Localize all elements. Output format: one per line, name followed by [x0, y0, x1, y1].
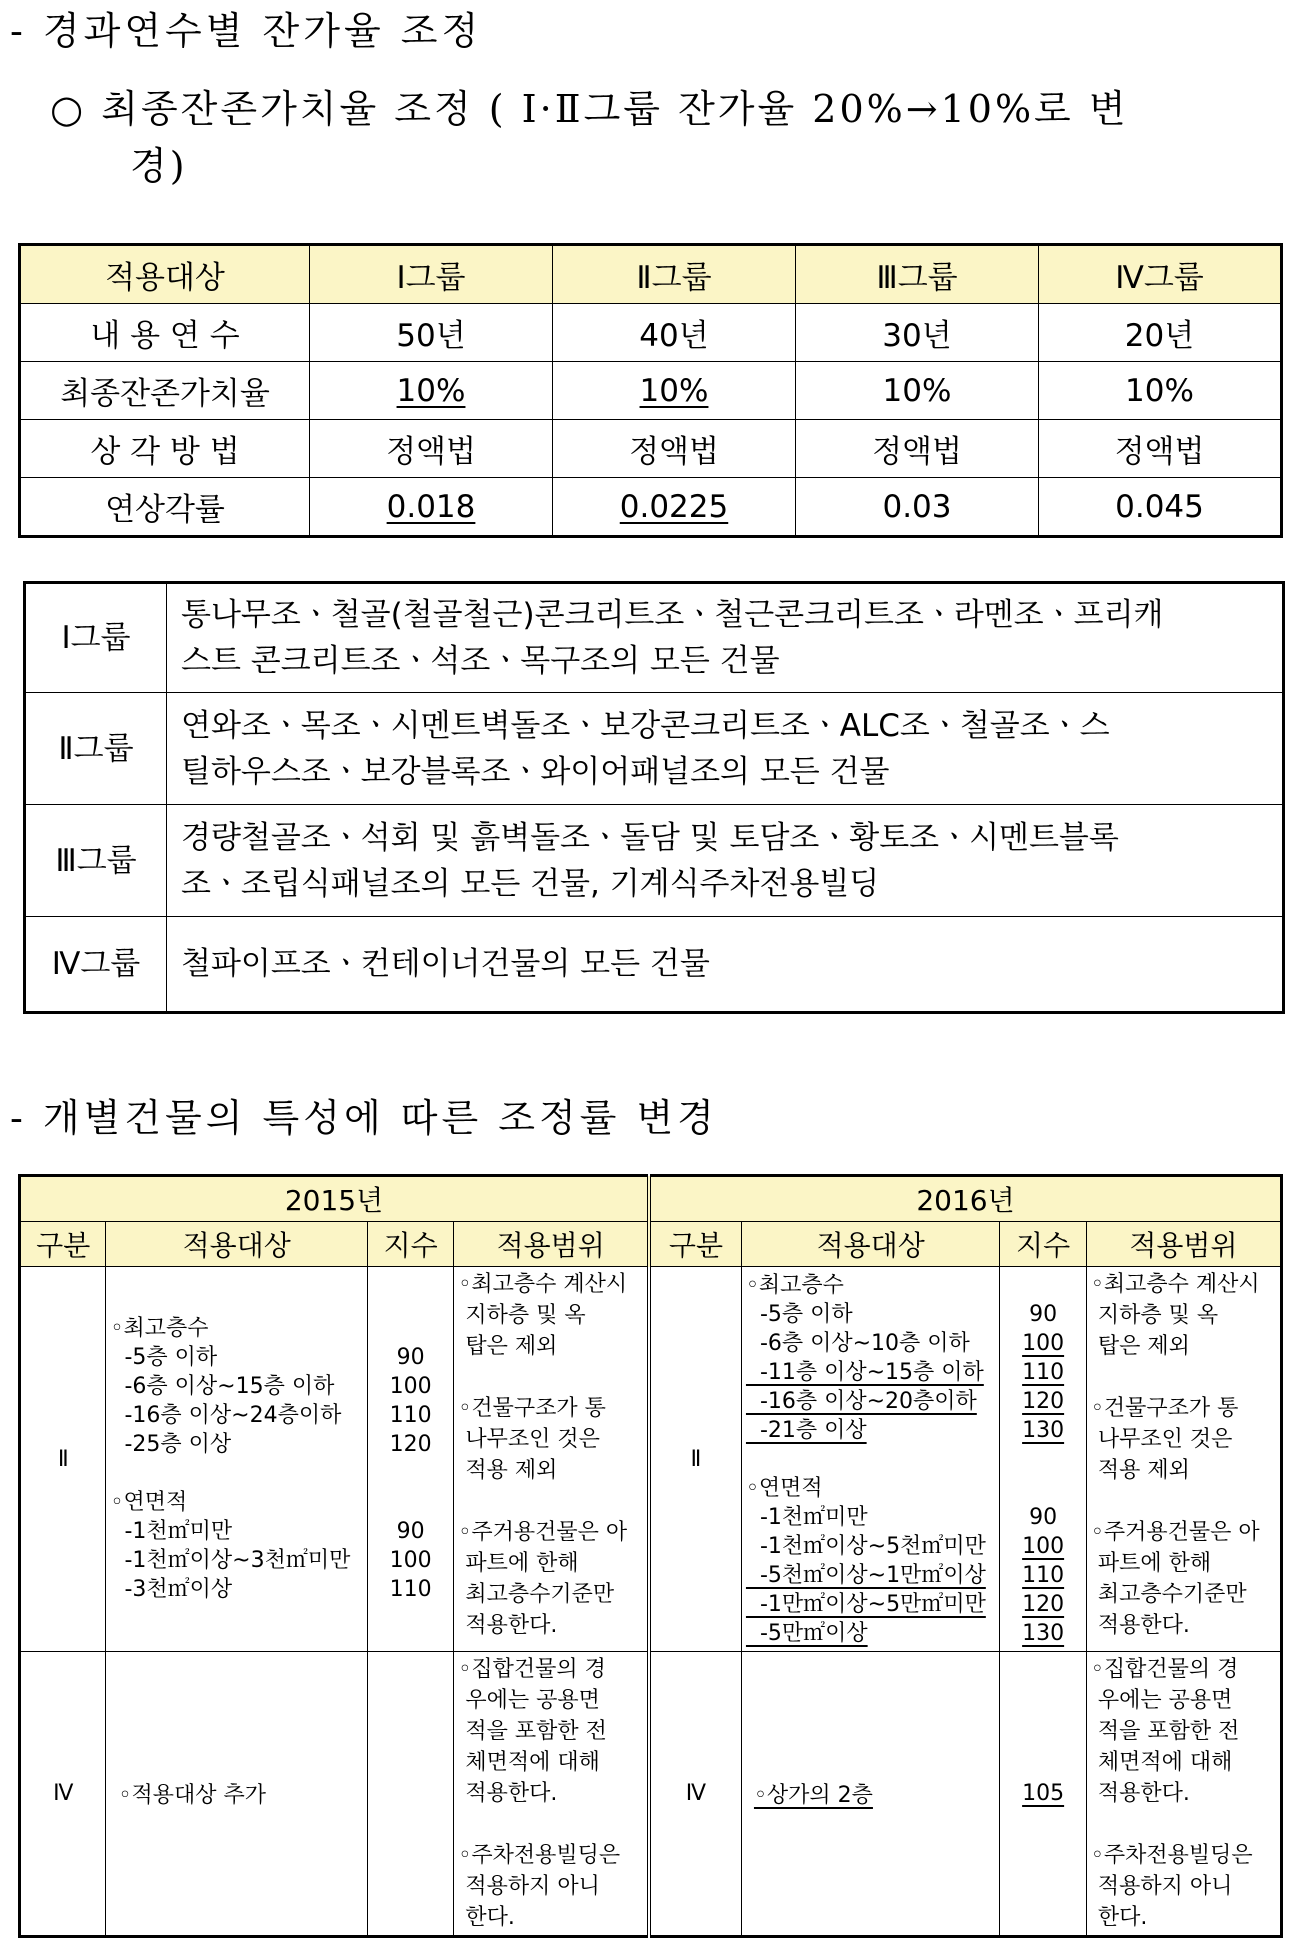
row-label: 최종잔존가치율: [20, 362, 310, 420]
index-value: 110: [1022, 1359, 1065, 1385]
row-label: 연상각률: [20, 478, 310, 537]
scope-line: 한다.: [458, 1905, 515, 1930]
subheading-final-residual-line2: 경): [130, 144, 188, 188]
scope-line: ◦집합건물의 경: [1090, 1657, 1239, 1682]
scope-line: ◦주거용건물은 아: [1090, 1520, 1260, 1545]
target-2015: ◦적용대상 추가: [106, 1652, 367, 1937]
group-description: [167, 583, 1284, 693]
index-text: 105: [1022, 1781, 1065, 1806]
scope-line: 탑은 제외: [1090, 1334, 1190, 1359]
target-line: -5층 이하: [110, 1345, 218, 1370]
scope-2016: [1086, 1267, 1281, 1652]
scope-line: 체면적에 대해: [458, 1750, 600, 1775]
target-line: ◦연면적: [110, 1490, 188, 1515]
target-line: -5천㎡이상~1만㎡이상: [745, 1562, 986, 1588]
scope-line: 우에는 공용면: [1090, 1688, 1233, 1713]
scope-line: 적용 제외: [458, 1458, 558, 1483]
index-value: 90: [396, 1519, 425, 1544]
group-label: Ⅳ: [20, 1652, 106, 1937]
scope-line: 최고층수기준만: [458, 1582, 615, 1607]
scope-line: ◦주차전용빌딩은: [1090, 1843, 1253, 1868]
index-2015: [367, 1652, 453, 1937]
group-description: [167, 805, 1284, 917]
column-header-row: [20, 1222, 1282, 1267]
scope-line: ◦최고층수 계산시: [458, 1272, 628, 1297]
target-line: ◦최고층수: [745, 1272, 844, 1298]
scope-line: 파트에 한해: [1090, 1551, 1212, 1576]
index-value: 110: [1022, 1562, 1065, 1588]
scope-line: 한다.: [1090, 1905, 1148, 1930]
table-cell: [553, 478, 796, 537]
group-label: Ⅱ: [20, 1267, 106, 1652]
index-value: [1004, 1474, 1081, 1503]
scope-line: [1091, 1486, 1276, 1517]
index-value: [372, 1459, 449, 1488]
group-description: [167, 917, 1284, 1013]
scope-line: 지하층 및 옥: [1090, 1303, 1219, 1328]
header-cell: 구분: [20, 1222, 106, 1267]
scope-2016-iv: [1086, 1652, 1281, 1937]
table-header-row: [20, 245, 1282, 304]
table-cell: 0.03: [796, 478, 1039, 537]
cell-text: 0.018: [386, 488, 476, 525]
index-list-2015: [367, 1267, 453, 1652]
group-label: Ⅲ그룹: [25, 805, 167, 917]
index-value: 100: [1022, 1330, 1065, 1356]
header-cell: 지수: [1000, 1222, 1086, 1267]
header-cell: Ⅱ그룹: [553, 245, 796, 304]
table-cell: 10%: [796, 362, 1039, 420]
scope-line: 적을 포함한 전: [1090, 1719, 1240, 1744]
scope-line: ◦건물구조가 통: [458, 1396, 606, 1421]
index-value: 130: [1022, 1417, 1065, 1443]
index-value: 120: [1022, 1591, 1065, 1617]
group-label: Ⅱ그룹: [25, 693, 167, 805]
cell-text: 10%: [639, 372, 709, 409]
scope-2015-iv: [454, 1652, 649, 1937]
year-2015-header: 2015년: [20, 1176, 649, 1222]
group-label: Ⅳ그룹: [25, 917, 167, 1013]
table-cell: 정액법: [310, 420, 553, 478]
target-line: -1천㎡이상~3천㎡미만: [110, 1548, 351, 1573]
index-value: 90: [1029, 1301, 1058, 1327]
target-line: -1천㎡미만: [745, 1504, 868, 1530]
index-list-2016: [1000, 1267, 1086, 1652]
header-cell: 적용범위: [1086, 1222, 1281, 1267]
scope-line: 나무조인 것은: [458, 1427, 600, 1452]
index-value: 120: [1022, 1388, 1065, 1414]
index-value: 90: [1029, 1504, 1058, 1530]
header-cell: Ⅰ그룹: [310, 245, 553, 304]
description-line: 연와조ㆍ목조ㆍ시멘트벽돌조ㆍ보강콘크리트조ㆍALC조ㆍ철골조ㆍ스: [181, 707, 1110, 744]
adjustment-rate-table: [18, 1174, 1283, 1938]
target-list-2015: [106, 1267, 367, 1652]
scope-line: 적용하지 아니: [1090, 1874, 1233, 1899]
scope-line: [458, 1809, 643, 1840]
target-line: -16층 이상~20층이하: [745, 1388, 977, 1414]
description-line: 경량철골조ㆍ석회 및 흙벽돌조ㆍ돌담 및 토담조ㆍ황토조ㆍ시멘트블록: [181, 819, 1119, 856]
cell-text: 10%: [396, 372, 466, 409]
index-value: 90: [396, 1345, 425, 1370]
scope-line: 적용한다.: [1090, 1613, 1190, 1638]
scope-line: 지하층 및 옥: [458, 1303, 586, 1328]
target-line: -11층 이상~15층 이하: [745, 1359, 984, 1385]
scope-line: [1091, 1809, 1276, 1840]
target-line: -6층 이상~10층 이하: [745, 1330, 970, 1356]
heading-adjustment-rate: - 개별건물의 특성에 따른 조정률 변경: [10, 1096, 718, 1140]
table-cell: 0.045: [1039, 478, 1282, 537]
header-cell: Ⅲ그룹: [796, 245, 1039, 304]
scope-line: ◦최고층수 계산시: [1090, 1272, 1260, 1297]
row-label: 상 각 방 법: [20, 420, 310, 478]
row-label: 내 용 연 수: [20, 304, 310, 362]
scope-line: ◦주거용건물은 아: [458, 1520, 628, 1545]
residual-rate-table: [18, 243, 1283, 538]
target-line: ◦최고층수: [110, 1316, 209, 1341]
table-row: [20, 478, 1282, 537]
index-value: 100: [389, 1548, 432, 1573]
scope-line: ◦건물구조가 통: [1090, 1396, 1239, 1421]
header-cell: 적용대상: [20, 245, 310, 304]
header-cell: 적용대상: [741, 1222, 999, 1267]
table-cell: [310, 362, 553, 420]
header-cell: 적용대상: [106, 1222, 367, 1267]
table-row: [20, 304, 1282, 362]
year-header-row: [20, 1176, 1282, 1222]
scope-line: [458, 1362, 643, 1393]
scope-2015: [454, 1267, 649, 1652]
description-line: 철파이프조ㆍ컨테이너건물의 모든 건물: [181, 946, 710, 982]
table-cell: 정액법: [1039, 420, 1282, 478]
table-cell: [310, 478, 553, 537]
group-description: [167, 693, 1284, 805]
scope-line: 파트에 한해: [458, 1551, 579, 1576]
index-value: [372, 1314, 449, 1343]
target-line: [746, 1445, 995, 1474]
header-cell: 지수: [367, 1222, 453, 1267]
target-2016: [741, 1652, 999, 1937]
table-row-group-ii: [20, 1267, 1282, 1652]
scope-line: 적용한다.: [458, 1781, 558, 1806]
table-cell: 10%: [1039, 362, 1282, 420]
table-cell: 정액법: [796, 420, 1039, 478]
scope-line: 최고층수기준만: [1090, 1582, 1247, 1607]
target-text: ◦상가의 2층: [753, 1783, 873, 1808]
cell-text: 0.0225: [619, 488, 729, 525]
scope-line: 적을 포함한 전: [458, 1719, 607, 1744]
header-cell: 적용범위: [454, 1222, 649, 1267]
target-line: ◦연면적: [745, 1475, 823, 1501]
target-line: -1만㎡이상~5만㎡미만: [745, 1591, 986, 1617]
table-row-group-iv: [20, 1652, 1282, 1937]
scope-line: [458, 1486, 643, 1517]
scope-line: 탑은 제외: [458, 1334, 558, 1359]
scope-line: 적용한다.: [1090, 1781, 1190, 1806]
header-cell: 구분: [649, 1222, 742, 1267]
table-cell: 20년: [1039, 304, 1282, 362]
index-value: 120: [389, 1432, 432, 1457]
table-cell: 40년: [553, 304, 796, 362]
group-label: Ⅱ: [649, 1267, 742, 1652]
index-value: 110: [389, 1403, 432, 1428]
target-line: -1천㎡이상~5천㎡미만: [745, 1533, 986, 1559]
target-line: -3천㎡이상: [110, 1577, 233, 1602]
index-value: [1004, 1445, 1081, 1474]
table-row: [25, 583, 1284, 693]
target-list-2016: [741, 1267, 999, 1652]
target-line: -5층 이하: [745, 1301, 853, 1327]
index-2016: [1000, 1652, 1086, 1937]
index-value: [372, 1488, 449, 1517]
table-row: [25, 917, 1284, 1013]
index-value: 110: [389, 1577, 432, 1602]
description-line: 스트 콘크리트조ㆍ석조ㆍ목구조의 모든 건물: [181, 643, 780, 679]
structure-group-table: [23, 581, 1285, 1014]
scope-line: ◦주차전용빌딩은: [458, 1843, 621, 1868]
heading-residual-rate: - 경과연수별 잔가율 조정: [10, 9, 483, 53]
scope-line: 적용한다.: [458, 1613, 558, 1638]
scope-line: 나무조인 것은: [1090, 1427, 1233, 1452]
description-line: 통나무조ㆍ철골(철골철근)콘크리트조ㆍ철근콘크리트조ㆍ라멘조ㆍ프리캐: [181, 597, 1164, 633]
index-value: [1004, 1271, 1081, 1300]
target-line: [110, 1459, 362, 1488]
scope-line: 적용 제외: [1090, 1458, 1190, 1483]
group-label: Ⅰ그룹: [25, 583, 167, 693]
table-row: [25, 805, 1284, 917]
index-value: 100: [1022, 1533, 1065, 1559]
index-value: 100: [389, 1374, 432, 1399]
year-2016-header: 2016년: [649, 1176, 1282, 1222]
target-line: -1천㎡미만: [110, 1519, 233, 1544]
header-cell: Ⅳ그룹: [1039, 245, 1282, 304]
table-cell: 30년: [796, 304, 1039, 362]
scope-line: ◦집합건물의 경: [458, 1657, 606, 1682]
target-line: -16층 이상~24층이하: [110, 1403, 342, 1428]
subheading-final-residual-line1: ○ 최종잔존가치율 조정 ( Ⅰ·Ⅱ그룹 잔가율 20%→10%로 변: [50, 87, 1129, 131]
target-line: -25층 이상: [110, 1432, 232, 1457]
scope-line: 체면적에 대해: [1090, 1750, 1233, 1775]
target-line: -6층 이상~15층 이하: [110, 1374, 335, 1399]
table-row: [25, 693, 1284, 805]
description-line: 틸하우스조ㆍ보강블록조ㆍ와이어패널조의 모든 건물: [181, 753, 890, 790]
scope-line: [1091, 1362, 1276, 1393]
table-cell: 정액법: [553, 420, 796, 478]
target-line: -5만㎡이상: [745, 1620, 868, 1646]
group-label: Ⅳ: [649, 1652, 742, 1937]
index-value: 130: [1022, 1620, 1065, 1646]
table-row: [20, 362, 1282, 420]
scope-line: 우에는 공용면: [458, 1688, 600, 1713]
scope-line: 적용하지 아니: [458, 1874, 600, 1899]
table-cell: 50년: [310, 304, 553, 362]
table-row: [20, 420, 1282, 478]
target-line: -21층 이상: [745, 1417, 867, 1443]
table-cell: [553, 362, 796, 420]
description-line: 조ㆍ조립식패널조의 모든 건물, 기계식주차전용빌딩: [181, 865, 880, 902]
